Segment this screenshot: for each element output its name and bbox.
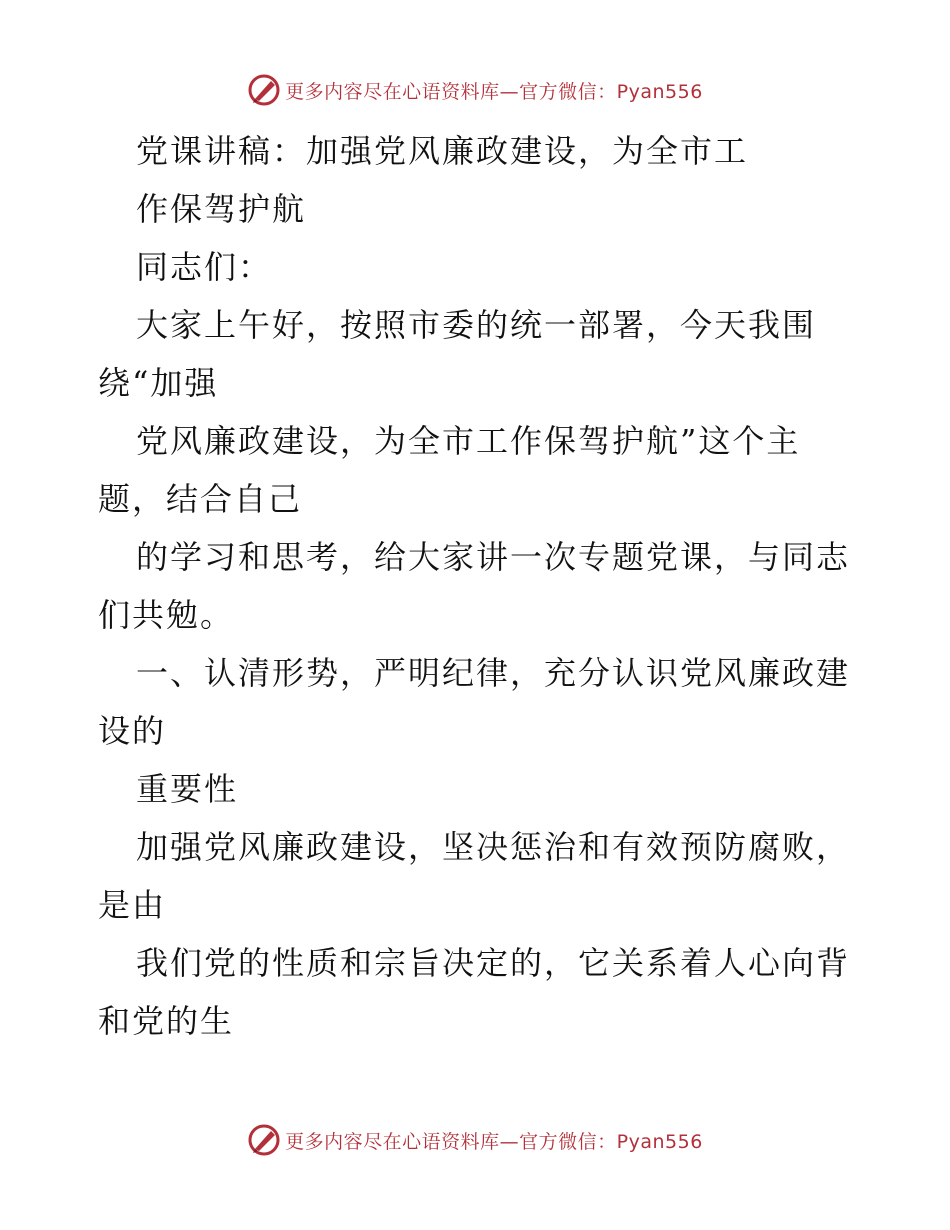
footer-watermark — [0, 1120, 950, 1160]
text-line: 设的 — [98, 712, 167, 750]
text-line: 绕“加强 — [98, 364, 219, 402]
text-line: 加强党风廉政建设，坚决惩治和有效预防腐败， — [136, 828, 851, 866]
text-line: 们共勉。 — [98, 596, 235, 634]
text-line: 我们党的性质和宗旨决定的，它关系着人心向背 — [136, 944, 851, 982]
text-line: 的学习和思考，给大家讲一次专题党课，与同志 — [136, 538, 851, 576]
text-line: 作保驾护航 — [136, 190, 307, 228]
document-body — [98, 122, 858, 1050]
text-line: 大家上午好，按照市委的统一部署，今天我围 — [136, 306, 817, 344]
text-line: 重要性 — [136, 770, 239, 808]
text-line: 题，结合自己 — [98, 480, 303, 518]
text-line: 是由 — [98, 886, 167, 924]
header-watermark-text: 更多内容尽在心语资料库—官方微信：Pyan556 — [285, 80, 703, 103]
footer-watermark-text: 更多内容尽在心语资料库—官方微信：Pyan556 — [285, 1130, 703, 1153]
text-line: 党风廉政建设，为全市工作保驾护航”这个主 — [136, 422, 801, 460]
text-line: 党课讲稿：加强党风廉政建设，为全市工 — [136, 132, 749, 170]
text-line: 一、认清形势，严明纪律，充分认识党风廉政建 — [136, 654, 851, 692]
pen-logo-icon — [247, 1123, 281, 1157]
text-line: 同志们： — [136, 248, 273, 286]
text-line: 和党的生 — [98, 1002, 235, 1040]
pen-logo-icon — [247, 73, 281, 107]
header-watermark — [0, 70, 950, 110]
